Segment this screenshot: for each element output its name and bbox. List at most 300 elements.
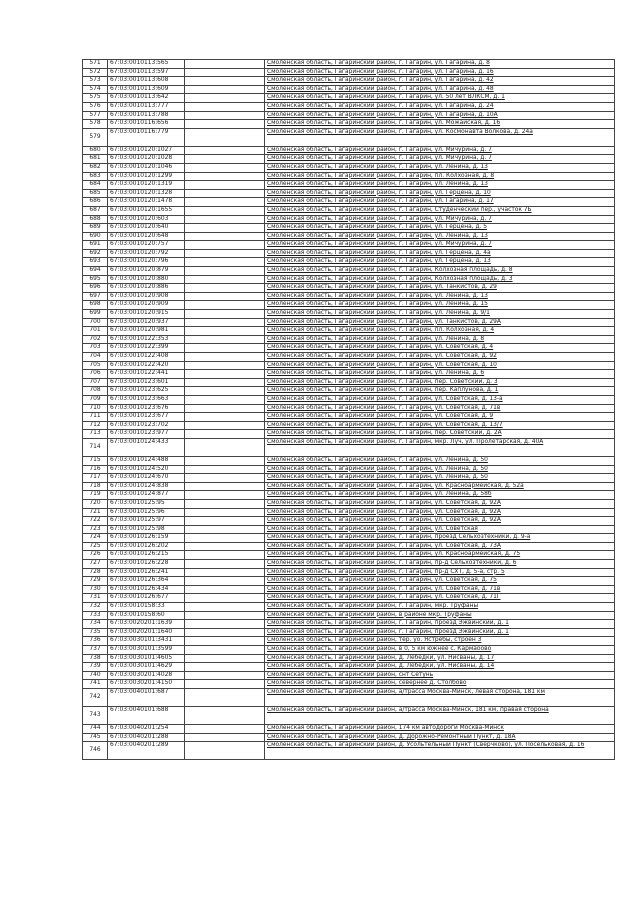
address-cell [265, 344, 615, 353]
address-text: Смоленская область, Гагаринский район, г. Гагарин, ул. Советская, д. 71в [267, 585, 501, 592]
blank-cell [185, 198, 265, 207]
cadastral-number-cell: 67:03:0010126:241 [108, 568, 185, 577]
row-number-cell: 722 [83, 517, 108, 526]
row-number-cell: 723 [83, 525, 108, 534]
address-cell [265, 353, 615, 362]
blank-cell [185, 688, 265, 706]
address-text: Смоленская область, Гагаринский район, г. Гагарин, ул. Красноармейская, д. 52а [267, 482, 524, 489]
address-cell [265, 430, 615, 439]
cadastral-number-cell: 67:03:0010120:792 [108, 249, 185, 258]
blank-cell [185, 310, 265, 319]
blank-cell [185, 370, 265, 379]
cadastral-number-cell: 67:03:0010124:520 [108, 465, 185, 474]
blank-cell [185, 77, 265, 86]
address-cell [265, 387, 615, 396]
blank-cell [185, 206, 265, 215]
blank-cell [185, 172, 265, 181]
row-number-cell: 725 [83, 542, 108, 551]
address-text: Смоленская область, Гагаринский район, г. Гагарин, ул. Космонавта Волкова, д. 24а [267, 128, 533, 135]
address-text: Смоленская область, Гагаринский район, а/трасса Москва-Минск, левая сторона, 181 км [267, 688, 545, 695]
address-cell [265, 637, 615, 646]
address-text: Смоленская область, Гагаринский район, г. Гагарин, ул. Ленина, д. 58б [267, 491, 492, 498]
address-cell [265, 620, 615, 629]
blank-cell [185, 663, 265, 672]
row-number-cell: 708 [83, 387, 108, 396]
blank-cell [185, 654, 265, 663]
row-number-cell: 702 [83, 335, 108, 344]
address-text: Смоленская область, Гагаринский район, г. Гагарин, пер. Каплунова, д. 1 [267, 387, 499, 394]
address-cell [265, 404, 615, 413]
table-row [83, 215, 615, 224]
address-cell [265, 465, 615, 474]
blank-cell [185, 474, 265, 483]
address-text: Смоленская область, Гагаринский район, г. Гагарин, ул. Гагарина, д. 17 [267, 198, 494, 205]
cadastral-number-cell: 67:03:0010120:757 [108, 241, 185, 250]
table-row [83, 594, 615, 603]
blank-cell [185, 249, 265, 258]
address-cell [265, 267, 615, 276]
address-text: Смоленская область, Гагаринский район, г. Гагарин, мкр. Луч, ул. Пролетарская, д. 40А [267, 438, 544, 445]
table-row [83, 577, 615, 586]
row-number-cell: 709 [83, 395, 108, 404]
cadastral-number-cell: 67:03:0010122:420 [108, 361, 185, 370]
blank-cell [185, 327, 265, 336]
table-row [83, 603, 615, 612]
address-cell [265, 335, 615, 344]
cadastral-number-cell: 67:03:0020201:1639 [108, 620, 185, 629]
cadastral-number-cell: 67:03:0010120:937 [108, 318, 185, 327]
cadastral-number-cell: 67:03:0040201:289 [108, 742, 185, 760]
blank-cell [185, 438, 265, 456]
row-number-cell: 573 [83, 77, 108, 86]
address-text: Смоленская область, Гагаринский район, г. Гагарин, ул. Ленина, д. 13 [267, 292, 488, 299]
row-number-cell: 698 [83, 301, 108, 310]
table-row [83, 542, 615, 551]
address-cell [265, 585, 615, 594]
table-row [83, 706, 615, 724]
address-cell [265, 671, 615, 680]
table-row [83, 232, 615, 241]
blank-cell [185, 733, 265, 742]
cadastral-number-cell: 67:03:0010113:597 [108, 68, 185, 77]
table-row [83, 292, 615, 301]
blank-cell [185, 120, 265, 129]
row-number-cell: 740 [83, 671, 108, 680]
address-text: Смоленская область, Гагаринский район, г. Гагарин, пер. Советский, д. 2А [267, 430, 502, 437]
table-row [83, 128, 615, 146]
table-row [83, 284, 615, 293]
row-number-cell: 694 [83, 267, 108, 276]
address-text: Смоленская область, Гагаринский район, г. Гагарин, ул. Советская, д. 92А [267, 508, 501, 515]
cadastral-number-cell: 67:03:0010116:779 [108, 128, 185, 146]
cadastral-number-cell: 67:03:0010120:1478 [108, 198, 185, 207]
row-number-cell: 690 [83, 232, 108, 241]
address-text: Смоленская область, Гагаринский район, г. Гагарин, ул. Мичурина, д. 7 [267, 155, 492, 162]
table-row [83, 77, 615, 86]
blank-cell [185, 568, 265, 577]
table-row [83, 654, 615, 663]
address-cell [265, 499, 615, 508]
address-text: Смоленская область, Гагаринский район, г. Гагарин, Колхозная площадь, д. 8 [267, 267, 513, 274]
address-text: Смоленская область, Гагаринский район, г. Гагарин, ул. Ленина, д. 50 [267, 456, 488, 463]
cadastral-number-cell: 67:03:0010124:433 [108, 438, 185, 456]
row-number-cell: 745 [83, 733, 108, 742]
table-row [83, 465, 615, 474]
table-row [83, 249, 615, 258]
table-row [83, 733, 615, 742]
address-text: Смоленская область, Гагаринский район, г. Гагарин, ул. Советская, д. 71Г [267, 594, 501, 601]
address-text: Смоленская область, Гагаринский район, г. Гагарин, проезд Сельхозтехники, д. 9-а [267, 534, 531, 541]
table-row [83, 181, 615, 190]
address-cell [265, 724, 615, 733]
address-cell [265, 284, 615, 293]
address-text: Смоленская область, Гагаринский район, г. Гагарин, ул. Герцена, д. 4а [267, 249, 491, 256]
cadastral-number-cell: 67:03:0010120:886 [108, 284, 185, 293]
address-cell [265, 198, 615, 207]
address-text: Смоленская область, Гагаринский район, г. Гагарин, ул. Мичурина, д. 7 [267, 215, 492, 222]
address-text: Смоленская область, Гагаринский район, г. Гагарин, ул. Ленина, д. 13 [267, 181, 488, 188]
address-cell [265, 688, 615, 706]
row-number-cell: 741 [83, 680, 108, 689]
address-cell [265, 456, 615, 465]
row-number-cell: 577 [83, 111, 108, 120]
cadastral-number-cell: 67:03:0010113:777 [108, 102, 185, 111]
cadastral-number-cell: 67:03:0030101:3431 [108, 637, 185, 646]
address-text: Смоленская область, Гагаринский район, г. Гагарин, ул. Ленина, д. 13 [267, 163, 488, 170]
table-row [83, 637, 615, 646]
cadastral-number-cell: 67:03:0030101:4605 [108, 654, 185, 663]
blank-cell [185, 258, 265, 267]
table-row [83, 387, 615, 396]
row-number-cell: 703 [83, 344, 108, 353]
blank-cell [185, 671, 265, 680]
address-text: Смоленская область, Гагаринский район, г. Гагарин, мкр. Труфаны [267, 603, 479, 610]
row-number-cell: 688 [83, 215, 108, 224]
address-cell [265, 361, 615, 370]
blank-cell [185, 215, 265, 224]
blank-cell [185, 404, 265, 413]
row-number-cell: 713 [83, 430, 108, 439]
address-cell [265, 742, 615, 760]
cadastral-number-cell: 67:03:0010120:908 [108, 292, 185, 301]
row-number-cell: 726 [83, 551, 108, 560]
blank-cell [185, 724, 265, 733]
address-text: Смоленская область, Гагаринский район, г. Гагарин, ул. Гагарина, д. 8 [267, 60, 490, 66]
cadastral-number-cell: 67:03:0010124:670 [108, 474, 185, 483]
row-number-cell: 717 [83, 474, 108, 483]
row-number-cell: 699 [83, 310, 108, 319]
address-text: Смоленская область, Гагаринский район, г. Гагарин, проезд Эжвинский, д. 1 [267, 628, 509, 635]
blank-cell [185, 742, 265, 760]
address-text: Смоленская область, Гагаринский район, г. Гагарин, ул. Гагарина, д. 10А [267, 111, 498, 118]
table-row [83, 534, 615, 543]
cadastral-number-cell: 67:03:0010120:981 [108, 327, 185, 336]
address-cell [265, 560, 615, 569]
row-number-cell: 742 [83, 688, 108, 706]
address-cell [265, 146, 615, 155]
address-cell [265, 594, 615, 603]
table-row [83, 438, 615, 456]
table-row [83, 94, 615, 103]
blank-cell [185, 499, 265, 508]
address-text: Смоленская область, Гагаринский район, г. Гагарин, ул. Танкистов, д. 29 [267, 284, 497, 291]
cadastral-number-cell: 67:03:0010120:1655 [108, 206, 185, 215]
table-row [83, 742, 615, 760]
row-number-cell: 705 [83, 361, 108, 370]
table-row [83, 267, 615, 276]
table-row [83, 560, 615, 569]
blank-cell [185, 146, 265, 155]
address-cell [265, 206, 615, 215]
row-number-cell: 732 [83, 603, 108, 612]
cadastral-number-cell: 67:03:0010120:640 [108, 224, 185, 233]
address-cell [265, 215, 615, 224]
table-row [83, 327, 615, 336]
cadastral-number-cell: 67:03:0040201:254 [108, 724, 185, 733]
row-number-cell: 692 [83, 249, 108, 258]
cadastral-number-cell: 67:03:0010120:1028 [108, 155, 185, 164]
address-cell [265, 163, 615, 172]
row-number-cell: 575 [83, 94, 108, 103]
table-row [83, 378, 615, 387]
row-number-cell: 571 [83, 60, 108, 69]
row-number-cell: 689 [83, 224, 108, 233]
address-cell [265, 292, 615, 301]
table-row [83, 620, 615, 629]
address-text: Смоленская область, Гагаринский район, г. Гагарин, ул. Советская, д. 92А [267, 517, 501, 524]
table-row [83, 198, 615, 207]
table-row [83, 353, 615, 362]
address-text: Смоленская область, Гагаринский район, г. Гагарин, пр-д СХТ, д. 5-а, стр. 5 [267, 568, 505, 575]
table-row [83, 724, 615, 733]
address-text: Смоленская область, Гагаринский район, г. Гагарин, ул. Советская, д. 13/7 [267, 421, 503, 428]
address-cell [265, 258, 615, 267]
row-number-cell: 701 [83, 327, 108, 336]
cadastral-number-cell: 67:03:0010120:1299 [108, 172, 185, 181]
row-number-cell: 714 [83, 438, 108, 456]
blank-cell [185, 482, 265, 491]
blank-cell [185, 344, 265, 353]
cadastral-number-cell: 67:03:0010120:879 [108, 267, 185, 276]
row-number-cell: 579 [83, 128, 108, 146]
table-row [83, 585, 615, 594]
address-text: Смоленская область, Гагаринский район, г. Гагарин, ул. Герцена, д. 13 [267, 258, 491, 265]
address-text: Смоленская область, Гагаринский район, г. Гагарин, ул. Советская, д. 73А [267, 542, 501, 549]
blank-cell [185, 680, 265, 689]
cadastral-number-cell: 67:03:0030101:4629 [108, 663, 185, 672]
row-number-cell: 706 [83, 370, 108, 379]
table-row [83, 189, 615, 198]
row-number-cell: 686 [83, 198, 108, 207]
address-cell [265, 491, 615, 500]
address-cell [265, 551, 615, 560]
blank-cell [185, 395, 265, 404]
address-text: Смоленская область, Гагаринский район, г. Гагарин, ул. Гагарина, д. 16 [267, 68, 494, 75]
address-cell [265, 120, 615, 129]
address-text: Смоленская область, Гагаринский район, г. Гагарин, Студенческий пер., участок 7Б [267, 206, 532, 213]
row-number-cell: 710 [83, 404, 108, 413]
blank-cell [185, 128, 265, 146]
address-cell [265, 603, 615, 612]
table-row [83, 318, 615, 327]
row-number-cell: 578 [83, 120, 108, 129]
cadastral-number-cell: 67:03:0010113:608 [108, 77, 185, 86]
cadastral-number-cell: 67:03:0010126:677 [108, 594, 185, 603]
table-row [83, 551, 615, 560]
address-cell [265, 413, 615, 422]
address-cell [265, 421, 615, 430]
blank-cell [185, 628, 265, 637]
address-text: Смоленская область, Гагаринский район, г. Гагарин, ул. Ленина, д. 50 [267, 474, 488, 481]
blank-cell [185, 508, 265, 517]
blank-cell [185, 361, 265, 370]
row-number-cell: 743 [83, 706, 108, 724]
address-cell [265, 508, 615, 517]
row-number-cell: 712 [83, 421, 108, 430]
cadastral-number-cell: 67:03:0010126:215 [108, 551, 185, 560]
address-text: Смоленская область, Гагаринский район, г. Гагарин, ул. Советская, д. 75 [267, 577, 497, 584]
row-number-cell: 735 [83, 628, 108, 637]
blank-cell [185, 94, 265, 103]
cadastral-number-cell: 67:03:0010113:565 [108, 60, 185, 69]
blank-cell [185, 585, 265, 594]
table-row [83, 421, 615, 430]
cadastral-number-cell: 67:03:0010113:642 [108, 94, 185, 103]
table-row [83, 491, 615, 500]
row-number-cell: 681 [83, 155, 108, 164]
row-number-cell: 711 [83, 413, 108, 422]
blank-cell [185, 102, 265, 111]
blank-cell [185, 181, 265, 190]
cadastral-number-cell: 67:03:0010158:33 [108, 603, 185, 612]
table-row [83, 68, 615, 77]
row-number-cell: 734 [83, 620, 108, 629]
row-number-cell: 736 [83, 637, 108, 646]
address-text: Смоленская область, Гагаринский район, г. Гагарин, ул. Красноармейская, д. 75 [267, 551, 521, 558]
address-text: Смоленская область, Гагаринский район, г. Гагарин, проезд Эжвинский, д. 1 [267, 620, 509, 627]
address-text: Смоленская область, Гагаринский район, г. Гагарин, ул. Ленина, д. 8 [267, 335, 485, 342]
row-number-cell: 572 [83, 68, 108, 77]
blank-cell [185, 542, 265, 551]
cadastral-number-cell: 67:03:0010122:399 [108, 344, 185, 353]
row-number-cell: 684 [83, 181, 108, 190]
blank-cell [185, 301, 265, 310]
blank-cell [185, 163, 265, 172]
blank-cell [185, 224, 265, 233]
cadastral-number-cell: 67:03:0010126:364 [108, 577, 185, 586]
cadastral-number-cell: 67:03:0010122:408 [108, 353, 185, 362]
address-cell [265, 378, 615, 387]
row-number-cell: 707 [83, 378, 108, 387]
address-cell [265, 241, 615, 250]
address-cell [265, 77, 615, 86]
address-cell [265, 94, 615, 103]
table-row [83, 155, 615, 164]
row-number-cell: 730 [83, 585, 108, 594]
row-number-cell: 682 [83, 163, 108, 172]
address-text: Смоленская область, Гагаринский район, в районе мкр. Труфаны [267, 611, 472, 618]
address-cell [265, 232, 615, 241]
blank-cell [185, 491, 265, 500]
blank-cell [185, 267, 265, 276]
address-text: Смоленская область, Гагаринский район, г. Гагарин, ул. Герцена, д. 10 [267, 189, 491, 196]
row-number-cell: 718 [83, 482, 108, 491]
table-row [83, 361, 615, 370]
cadastral-number-cell: 67:03:0010124:877 [108, 491, 185, 500]
blank-cell [185, 189, 265, 198]
address-text: Смоленская область, Гагаринский район, г. Гагарин, ул. Можайская, д. 16 [267, 120, 501, 127]
address-text: Смоленская область, Гагаринский район, г. Гагарин, пл. Колхозная, д. 4 [267, 327, 495, 334]
blank-cell [185, 646, 265, 655]
cadastral-number-cell: 67:03:0010125:96 [108, 508, 185, 517]
table-row [83, 671, 615, 680]
row-number-cell: 737 [83, 646, 108, 655]
cadastral-number-cell: 67:03:0010124:488 [108, 456, 185, 465]
address-text: Смоленская область, Гагаринский район, г. Гагарин, пл. Колхозная, д. 8 [267, 172, 495, 179]
address-cell [265, 534, 615, 543]
row-number-cell: 716 [83, 465, 108, 474]
cadastral-number-cell: 67:03:0040101:688 [108, 706, 185, 724]
blank-cell [185, 577, 265, 586]
address-text: Смоленская область, Гагаринский район, снт Сетунь [267, 671, 434, 678]
cadastral-number-cell: 67:03:0010120:603 [108, 215, 185, 224]
table-row [83, 663, 615, 672]
address-cell [265, 482, 615, 491]
table-row [83, 120, 615, 129]
address-text: Смоленская область, Гагаринский район, г. Гагарин, ул. Советская, д. 4 [267, 344, 494, 351]
address-text: Смоленская область, Гагаринский район, г. Гагарин, ул. Советская, д. 71в [267, 404, 501, 411]
cadastral-number-cell: 67:03:0010113:609 [108, 85, 185, 94]
table-row [83, 206, 615, 215]
blank-cell [185, 620, 265, 629]
address-cell [265, 542, 615, 551]
address-text: Смоленская область, Гагаринский район, д. Дорожно-Ремонтный Пункт, д. 18А [267, 733, 516, 740]
address-text: Смоленская область, Гагаринский район, г. Гагарин, ул. Танкистов, д. 29А [267, 318, 501, 325]
address-cell [265, 172, 615, 181]
address-cell [265, 517, 615, 526]
address-cell [265, 224, 615, 233]
address-cell [265, 577, 615, 586]
cadastral-number-cell: 67:03:0010123:977 [108, 430, 185, 439]
address-text: Смоленская область, Гагаринский район, г. Гагарин, пер. Советский, д. 3 [267, 378, 498, 385]
table-row [83, 568, 615, 577]
address-cell [265, 568, 615, 577]
row-number-cell: 693 [83, 258, 108, 267]
address-text: Смоленская область, Гагаринский район, г. Гагарин, ул. Советская, д. 92 [267, 353, 497, 359]
address-text: Смоленская область, Гагаринский район, г. Гагарин, Колхозная площадь, д. 3 [267, 275, 513, 282]
table-body [83, 60, 615, 760]
address-cell [265, 310, 615, 319]
address-text: Смоленская область, Гагаринский район, г. Гагарин, ул. Гагарина, д. 24 [267, 102, 494, 109]
cadastral-number-cell: 67:03:0010126:434 [108, 585, 185, 594]
table-row [83, 60, 615, 69]
cadastral-number-cell: 67:03:0010158:60 [108, 611, 185, 620]
table-row [83, 111, 615, 120]
row-number-cell: 724 [83, 534, 108, 543]
address-cell [265, 128, 615, 146]
address-cell [265, 654, 615, 663]
blank-cell [185, 413, 265, 422]
address-cell [265, 706, 615, 724]
address-cell [265, 370, 615, 379]
cadastral-number-cell: 67:03:0010126:159 [108, 534, 185, 543]
cadastral-number-cell: 67:03:0010120:648 [108, 232, 185, 241]
table-row [83, 163, 615, 172]
address-cell [265, 395, 615, 404]
table-row [83, 628, 615, 637]
table-row [83, 85, 615, 94]
table-row [83, 508, 615, 517]
